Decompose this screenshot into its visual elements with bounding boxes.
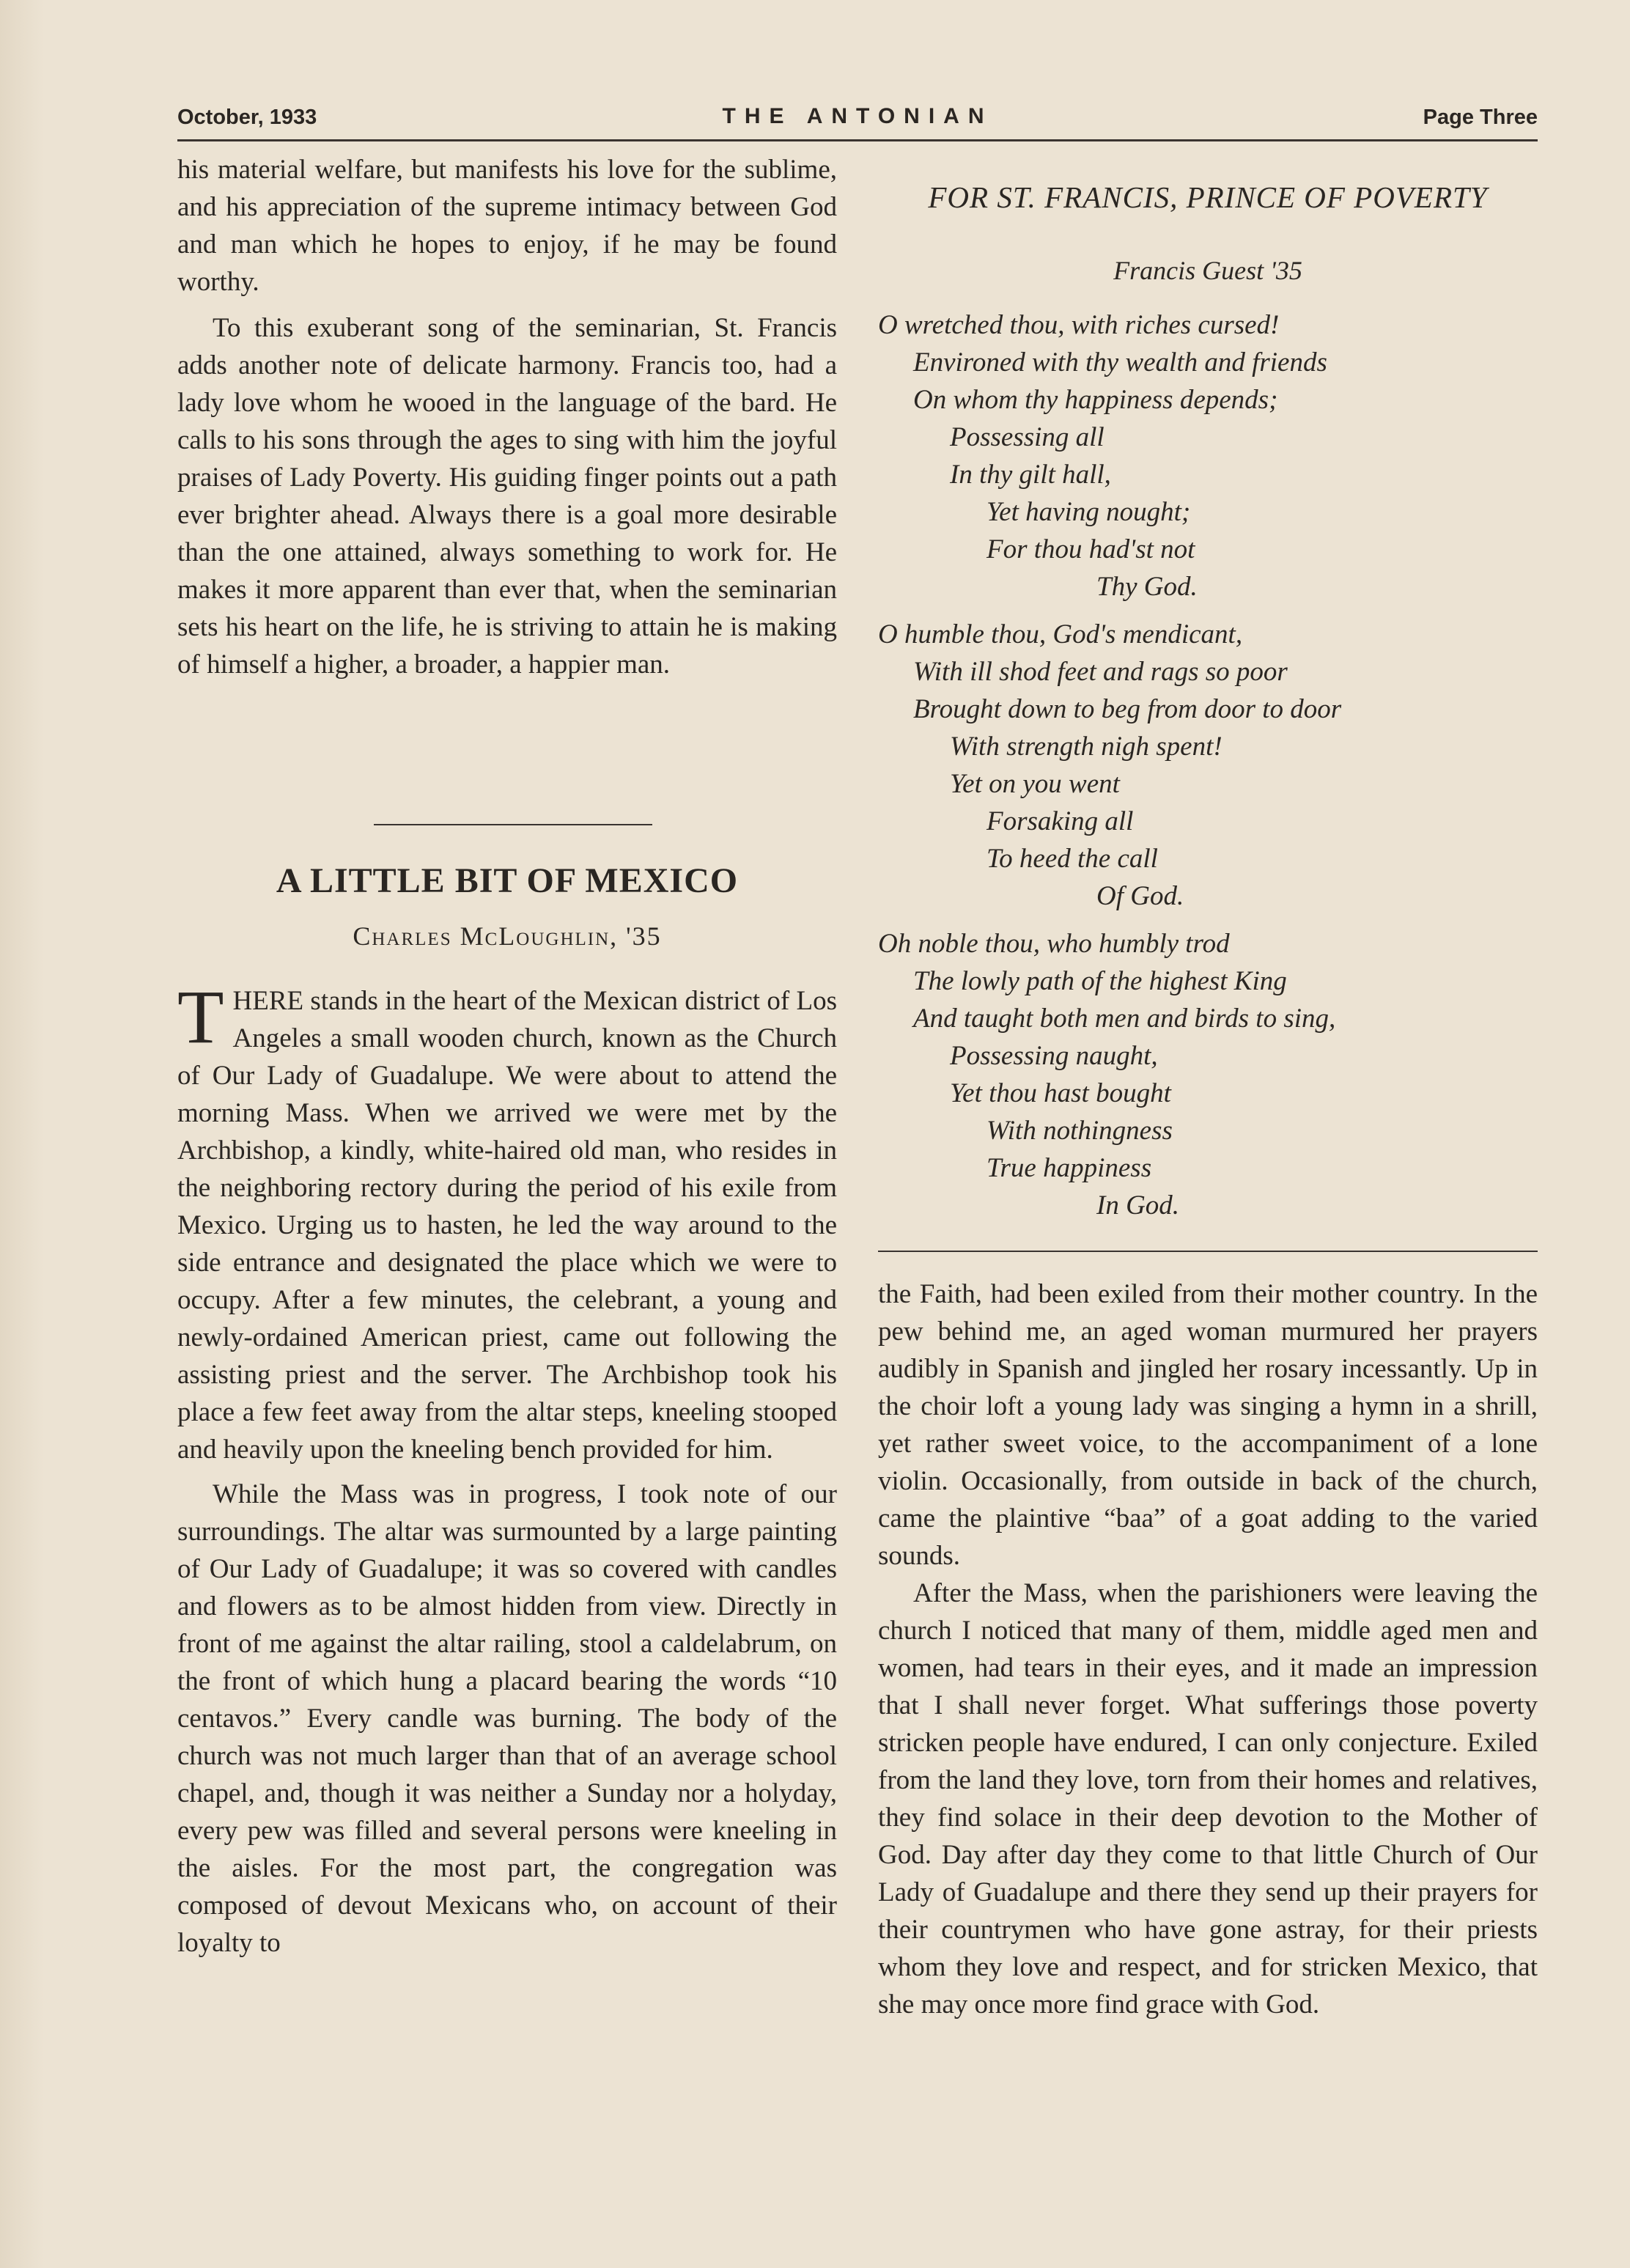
poem-line: In God. (1096, 1190, 1180, 1220)
section-divider (374, 824, 652, 825)
poem-title: FOR ST. FRANCIS, PRINCE OF POVERTY (928, 180, 1488, 214)
poem-line: Environed with thy wealth and friends (913, 347, 1327, 378)
article-body-left (177, 975, 837, 1962)
poem-line: For thou had'st not (987, 534, 1195, 564)
poem-line: And taught both men and birds to sing, (913, 1004, 1336, 1034)
poem-body (878, 306, 1538, 1234)
poem-line: O humble thou, God's mendicant, (878, 619, 1243, 649)
article-paragraph: the Faith, had been exiled from their mother country. In the pew behind me, an aged woman murmured her prayers audibly in Spanish and jingled her rosary incessantly. Up in the choir loft a young lady was singing a hymn in a shrill, yet rather sweet voice, to the accompaniment of a lone violin. Occasionally, from outside in back of the church, came the plaintive “baa” of a goat adding to the varied sounds. (878, 1279, 1538, 1571)
article-paragraph: While the Mass was in progress, I took note of our surroundings. The altar was surmounted by a large painting of Our Lady of Guadalupe; it was so covered with candles and flowers as to be almost hidden from view. Directly in front of me against the altar railing, stool a caldelabrum, on the front of which hung a placard bearing the words “10 centavos.” Every candle was burning. The body of the church was not much larger than that of an average school chapel, and, though it was neither a Sunday nor a holyday, every pew was filled and several persons were kneeling in the aisles. For the most part, the congregation was composed of devout Mexicans who, on account of their loyalty to (177, 1479, 837, 1958)
poem-line: With strength nigh spent! (950, 732, 1222, 762)
poem-line: Of God. (1096, 881, 1184, 911)
poem-line: Yet thou hast bought (950, 1078, 1171, 1108)
running-header (177, 101, 1538, 136)
poem-line: Possessing naught, (950, 1041, 1158, 1071)
article-body-right (878, 1275, 1538, 2023)
continued-paragraph: To this exuberant song of the seminarian, St. Francis adds another note of delicate harmony. Francis too, had a lady love whom he wooed in the language of the bard. He calls to his sons through the ages to sing with him the joyful praises of Lady Poverty. His guiding finger points out a path ever brighter ahead. Always there is a goal more desirable than the one attained, always something to work for. He makes it more apparent than ever that, when the seminarian sets his heart on the life, he is striving to attain he is making of himself a higher, a broader, a happier man. (177, 313, 837, 680)
drop-cap: T (177, 975, 224, 1059)
poem-line: With ill shod feet and rags so poor (913, 657, 1288, 687)
poem-line: O wretched thou, with riches cursed! (878, 310, 1280, 340)
article-paragraph-text: HERE stands in the heart of the Mexican district of Los Angeles a small wooden church, known as the Church of Our Lady of Guadalupe. We were about to attend the morning Mass. When we arrived we were met by the Archbishop, a kindly, white-haired old man, who resides in the neighboring rectory during the period of his exile from Mexico. Urging us to hasten, he led the way around to the side entrance and designated the place which we were to occupy. After a few minutes, the celebrant, a young and newly-ordained American priest, came out following the assisting priest and the server. The Archbishop took his place a few feet away from the altar steps, kneeling stooped and heavily upon the kneeling bench provided for him. (177, 986, 837, 1465)
poem-line: Thy God. (1096, 572, 1198, 602)
poem-line: Forsaking all (987, 806, 1134, 836)
poem-line: Brought down to beg from door to door (913, 694, 1342, 724)
poem-line: To heed the call (987, 844, 1158, 874)
torn-page-edge (0, 0, 44, 2268)
article-paragraph: After the Mass, when the parishioners were leaving the church I noticed that many of them, middle aged men and women, had tears in their eyes, and it made an impression that I shall never forget. What sufferings those poverty stricken people have endured, I can only conjecture. Exiled from the land they love, torn from their homes and relatives, they find solace in their deep devotion to the Mother of God. Day after day they come to that little Church of Our Lady of Guadalupe and there they send up their prayers for their countrymen who have gone astray, for their priests whom they love and respect, and for stricken Mexico, that she may once more find grace with God. (878, 1578, 1538, 2020)
poem-line: With nothingness (987, 1116, 1173, 1146)
poem-line: True happiness (987, 1153, 1152, 1183)
header-page-number: Page Three (1423, 106, 1538, 129)
section-divider (878, 1251, 1538, 1252)
article-paragraph (177, 975, 837, 1468)
header-date: October, 1933 (177, 106, 317, 129)
poem-line: Yet on you went (950, 769, 1120, 799)
poem-line: On whom thy happiness depends; (913, 385, 1278, 415)
article-author: Charles McLoughlin, '35 (353, 921, 662, 951)
article-title: A LITTLE BIT OF MEXICO (276, 861, 739, 900)
poem-line: Yet having nought; (987, 497, 1191, 527)
poem-author: Francis Guest '35 (1113, 256, 1302, 285)
poem-stanza (878, 616, 1538, 915)
poem-line: In thy gilt hall, (950, 460, 1111, 490)
poem-line: Oh noble thou, who humbly trod (878, 929, 1230, 959)
continued-paragraph: his material welfare, but manifests his love for the sublime, and his appreciation of the supreme intimacy between God and man which he hopes to enjoy, if he may be found worthy. (177, 155, 837, 297)
poem-stanza (878, 306, 1538, 605)
header-publication: THE ANTONIAN (722, 104, 993, 128)
left-column-continuation (177, 151, 837, 683)
header-rule (177, 139, 1538, 141)
poem-line: The lowly path of the highest King (913, 966, 1287, 996)
poem-line: Possessing all (950, 422, 1105, 452)
poem-stanza (878, 925, 1538, 1224)
